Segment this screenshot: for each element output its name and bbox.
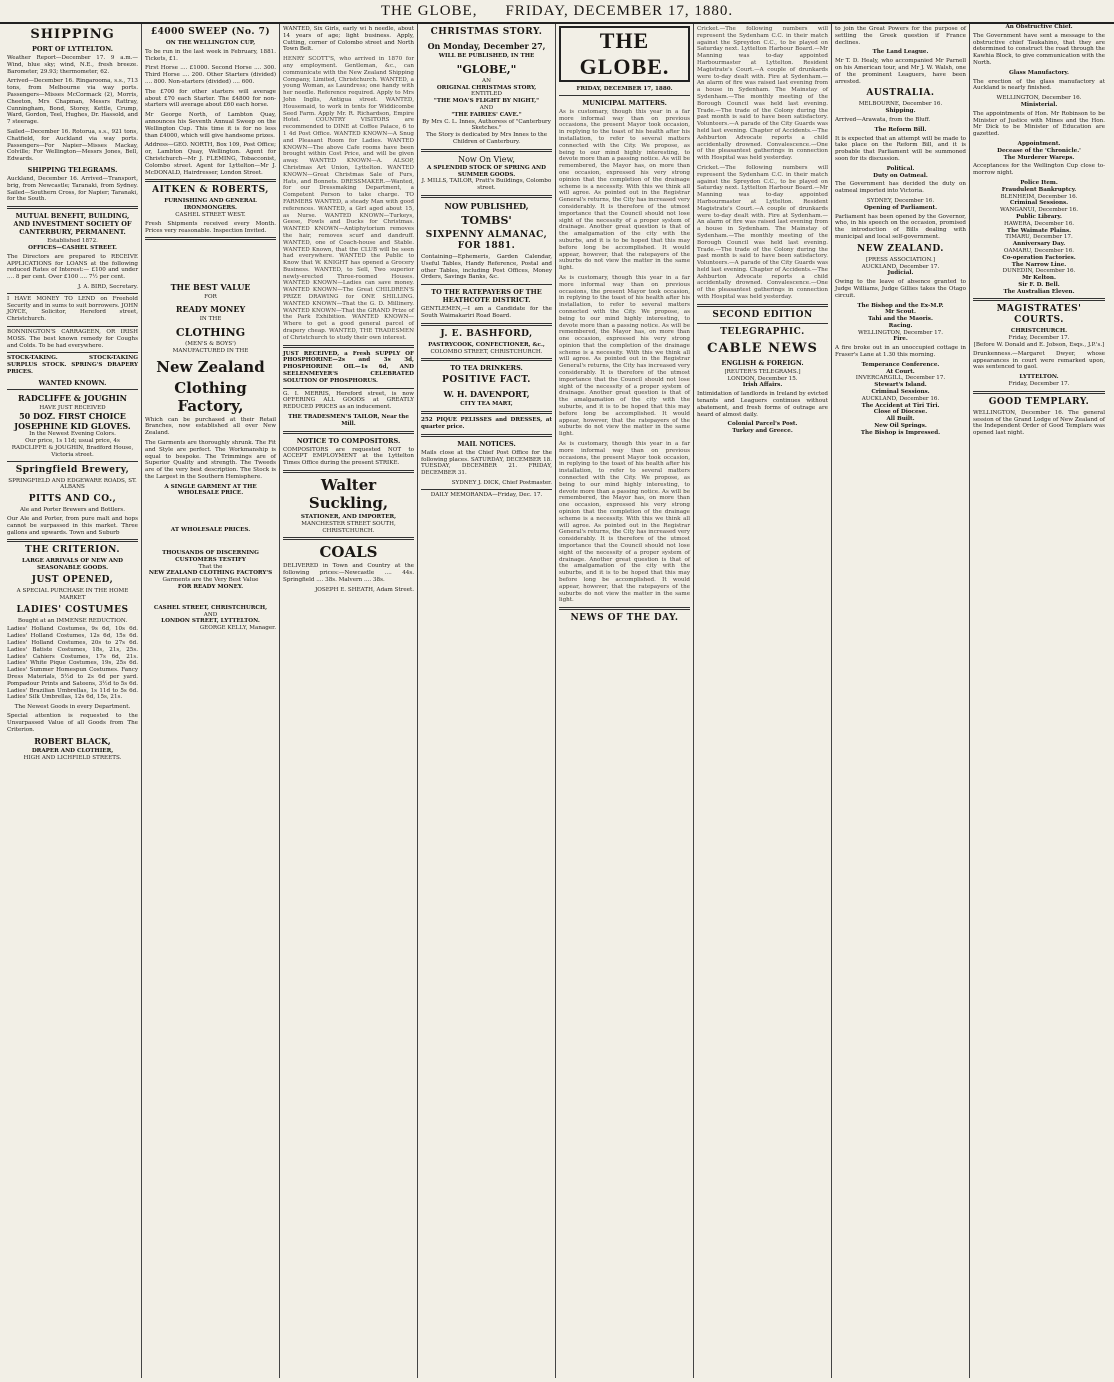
in-the: IN THE (199, 316, 222, 323)
fire-body: A fire broke out in an unoccupied cottage in Fraser's Lane at 1.30 this morning. (835, 345, 966, 359)
wanganui: WANGANUI, December 16. (999, 207, 1079, 214)
stewart: Stewart's Island. (874, 382, 927, 389)
london-street: LONDON STREET, LYTTELTON. (161, 618, 260, 625)
police: Police Item. (1020, 179, 1058, 186)
ratepayers-body: GENTLEMEN,—I am a Candidate for the South Waimakariri Road Board. (421, 306, 552, 319)
purchase-line: A SPECIAL PURCHASE IN THE HOME MARKET (16, 588, 129, 601)
insolvency: Fraudulent Bankruptcy. (1001, 186, 1077, 193)
turkey-heading: Turkey and Greece. (732, 428, 793, 435)
divider (421, 489, 552, 490)
tea-heading: TO TEA DRINKERS. (450, 364, 523, 373)
divider (283, 537, 414, 540)
globe-logo: THE GLOBE. (559, 26, 690, 82)
bashford-trade: PASTRYCOOK, CONFECTIONER, &c., (428, 341, 545, 348)
divider (973, 298, 1105, 301)
factory-body: Which can be purchased at their Retail Branches, now established all over New Zealand. (145, 416, 276, 437)
divider (559, 607, 690, 610)
an: AN (482, 77, 491, 84)
divider (697, 304, 828, 307)
accident: The Accident at Tiri Tiri. (861, 402, 940, 409)
land-league: The Land League. (872, 49, 929, 56)
aitken-trade: FURNISHING AND GENERAL IRONMONGERS. (164, 198, 257, 212)
sweep-heading: £4000 SWEEP (No. 7) (150, 27, 271, 37)
sir-dell: Sir F. D. Bell. (1018, 281, 1060, 288)
obstructive: An Obstructive Chief. (1005, 24, 1073, 30)
masthead-paper: THE GLOBE, (380, 2, 478, 19)
divider (7, 461, 138, 462)
fire: Fire. (893, 336, 908, 343)
column-6 (694, 24, 832, 1378)
lyttelton-date: Friday, December 17. (1008, 381, 1070, 388)
pitts-body: Our Ale and Porter, from pure malt and hops cannot be surpassed in this market. Three gallons and upwards. Town and Suburb (7, 516, 138, 536)
divider (7, 326, 138, 327)
new-zealand: New Zealand (156, 357, 265, 376)
weather-report: Weather Report—December 17. 9 a.m.—Wind, blue sky; wind, N.E., fresh breeze. Barometer, 29.93; thermometer, 62. (7, 55, 138, 75)
columns (4, 24, 1110, 1378)
cooperative: Co-operation Factories. (1002, 254, 1076, 261)
all-built: All Built. (886, 416, 915, 423)
nz-heading: NEW ZEALAND. (857, 243, 944, 254)
criterion-line: LARGE ARRIVALS OF NEW AND SEASONABLE GOODS. (21, 558, 124, 572)
political: Political. (886, 165, 915, 172)
suckling-name: Walter Suckling, (308, 476, 389, 513)
mail-body: Mails close at the Chief Post Office for the following places. SATURDAY, DECEMBER 18. TUESDAY, DECEMBER 21. FRIDAY, DECEMBER 31. (421, 449, 552, 477)
melbourne: MELBOURNE, December 16. (858, 101, 943, 108)
radcliffe-line: HAVE JUST RECEIVED (39, 404, 106, 411)
ratepayers-heading: TO THE RATEPAYERS OF THE HEATHCOTE DISTRICT. (431, 288, 542, 305)
eleven: The Australian Eleven. (1003, 288, 1075, 295)
mutual-heading: MUTUAL BENEFIT, BUILDING, AND INVESTMENT SOCIETY OF CANTERBURY, PERMANENT. (13, 212, 132, 237)
judicial-body: Owing to the leave of absence granted to Judge Williams, Judge Gillies takes the Otago circuit. (835, 279, 966, 299)
murderer: The Murderer Wareps. (1003, 154, 1075, 161)
shipping-body: Arrived—Arawata, from the Bluff. (835, 116, 931, 123)
and: AND (203, 611, 218, 618)
divider (421, 195, 552, 198)
column-5 (556, 24, 694, 1378)
editorial-body: As is customary, though this year in a far more informal way than on previous occasions, the present Mayor took occasion, in replying to the toast of his health after his installation, to refer to several matters connected with the City. We propose, as being to our mind highly interesting, to devote more than a passing notice. As will be remembered, the Mayor has, on more than one occasion, expressed his very strong opinion that the completion of the drainage scheme is a necessity. With this we think all will agree. As pointed out in the Registrar General's returns, the City has increased very considerably. It is therefore of the utmost importance that the Council should not lose sight of the necessity of a proper system of drainage. Another great question is that of the amalgamation of the city with the suburbs, and it is to be hoped that this may before long be accomplished. It would appear, however, that the ratepayers of the suburbs do not view the matter in the same light. (559, 108, 690, 272)
almanac: SIXPENNY ALMANAC, FOR 1881. (425, 229, 548, 251)
arrivals: Arrived—December 16. Ringarooma, s.s., 713 tons, from Melbourne via way ports. Passengers—Misses McCormack (2), Morris, Cheeton, Mrs Chapman, Messrs Rattray, Cunningham, Bond, Storey, Kettle, Crump, Ward, Gordon, Teel, Hughes, Dr. Hassold, and 7 steerage. (7, 78, 138, 126)
appointment: Appointment. (1017, 140, 1061, 147)
memoranda: DAILY MEMORANDA—Friday, Dec. 17. (430, 491, 543, 498)
now-published: NOW PUBLISHED, (444, 200, 529, 211)
story-line: ORIGINAL CHRISTMAS STORY, (436, 84, 537, 91)
hawera: HAWERA, December 16. (1003, 220, 1075, 227)
judicial: Judicial. (887, 270, 914, 277)
glass-body: The erection of the glass manufactory at Auckland is nearly finished. (973, 78, 1105, 92)
bashford-name: J. E. BASHFORD, (440, 328, 533, 339)
wellington: WELLINGTON, December 16. (996, 95, 1082, 102)
masthead-date: FRIDAY, DECEMBER 17, 1880. (505, 2, 734, 19)
telegraphic: TELEGRAPHIC. (720, 326, 805, 337)
divider (145, 237, 276, 240)
clothing-factory: Clothing Factory, (174, 378, 247, 415)
phosphorine-ad: JUST RECEIVED, a Fresh SUPPLY OF PHOSPHORINE—2s and 3s 3d, PHOSPHORINE OIL—1s 6d, AND SEELENMEYER'S CELEBRATED SOLUTION OF PHOSPHORUS. (283, 350, 414, 384)
pique-ad: 252 PIQUE PELISSES and DRESSES, at quarter price. (421, 417, 552, 430)
manager: GEORGE KELLY, Manager. (199, 625, 276, 632)
bishop: The Bishop and the Ex-M.P. (857, 302, 944, 309)
mutual-sign: J. A. BIRD, Secretary. (77, 283, 138, 290)
divider (283, 431, 414, 434)
sweep-agent: Mr George North, of Lambton Quay, announces his Seventh Annual Sweep on the Wellington Cup. This time it is for no less than £4000, which will give handsome prizes. (145, 112, 276, 139)
oamaru: OAMARU, December 16. (1003, 247, 1075, 254)
templary-body: WELLINGTON, December 16. The general session of the Grand Lodge of New Zealand of the Independent Order of Good Templars was opened last night. (973, 409, 1105, 437)
divider (7, 206, 138, 209)
that-the: That the (198, 563, 223, 570)
costumes-heading: LADIES' COSTUMES (16, 604, 129, 615)
masthead (0, 0, 1114, 24)
waimate: The Waimate Plains. (1006, 227, 1072, 234)
lyttelton: LYTTELTON. (1019, 374, 1059, 381)
opening-body: Parliament has been opened by the Governor, who, in his speech on the occasion, promised the introduction of Bills dealing with municipal and local self-government. (835, 213, 966, 240)
stock-ad: STOCK-TAKING. STOCK-TAKING SURPLUS STOCK. SPRING'S DRAPERY PRICES. (7, 355, 138, 375)
robert-trade: DRAPER AND CLOTHIER, (31, 748, 114, 755)
invercargill: INVERCARGILL, December 17. (855, 375, 946, 382)
divider (421, 411, 552, 414)
divider (421, 434, 552, 437)
divider (7, 352, 138, 353)
mail-heading: MAIL NOTICES. (457, 439, 516, 448)
coals-sign: JOSEPH E. SHEATH, Adam Street. (315, 586, 414, 593)
divider (973, 391, 1105, 394)
sailings: Sailed—December 16. Rotorua, s.s., 921 tons, Chatfield, for Auckland via way ports. Passengers—For Napier—Misses Mackay, Colville; For Wellington—Messrs Jones, Bell, Edwards. (7, 128, 138, 163)
temperance: Temperance Conference. (861, 361, 940, 368)
chronicle: Decease of the 'Chronicle.' (997, 147, 1081, 154)
criminal: Criminal Sessions. (871, 389, 930, 396)
column-2 (142, 24, 280, 1378)
duty-body: The Government has decided the duty on oatmeal imported into Victoria. (835, 181, 966, 195)
suckling-address: MANCHESTER STREET SOUTH, CHRISTCHURCH. (301, 520, 396, 534)
divider (283, 388, 414, 389)
port-heading: PORT OF LYTTELTON. (32, 45, 113, 53)
magistrates-heading: MAGISTRATES' COURTS. (996, 304, 1082, 326)
second-edition: SECOND EDITION (712, 309, 813, 320)
land-body: Mr T. D. Healy, who accompanied Mr Parnell on his American tour, and Mr J. W. Walsh, one of the prominent Leaguers, have been arrested. (835, 58, 966, 85)
column-8 (970, 24, 1108, 1378)
criminal: Criminal Sessions. (1009, 200, 1069, 207)
bashford-address: COLOMBO STREET, CHRISTCHURCH. (430, 348, 543, 355)
column-4 (418, 24, 556, 1378)
english-foreign: ENGLISH & FOREIGN. (721, 358, 804, 367)
thousands: THOUSANDS OF DISCERNING CUSTOMERS TESTIFY (162, 550, 259, 563)
divider (283, 470, 414, 473)
mr-kelton: Mr Kelton. (1022, 275, 1056, 282)
auckland2: AUCKLAND, December 16. (861, 395, 940, 402)
cable-news: CABLE NEWS (707, 340, 818, 356)
ministerial: Ministerial. (1020, 101, 1058, 108)
for-ready-money: FOR READY MONEY. (177, 584, 244, 591)
shipping: Shipping. (885, 108, 916, 115)
now-on-view: Now On View, (458, 154, 515, 164)
divider (283, 345, 414, 348)
london-dateline: LONDON, December 15. (727, 375, 798, 382)
wanted-intro: WANTED, Six Girls, early wi h needle, about 14 years of age; light business. Apply, Cutting, corner of Colombo street and North Town Belt. (283, 26, 414, 53)
tailor: J. MILLS, TAILOR, Pratt's Buildings, Colombo street. (421, 178, 552, 192)
and: AND (479, 104, 494, 111)
story-title: "THE MOA'S FLIGHT BY NIGHT," (433, 98, 540, 105)
wholesale-prices: AT WHOLESALE PRICES. (170, 527, 251, 534)
municipal-heading: MUNICIPAL MATTERS. (582, 98, 667, 107)
radcliffe-offer: 50 DOZ. FIRST CHOICE JOSEPHINE KID GLOVES. (14, 411, 131, 432)
news-heading: NEWS OF THE DAY. (570, 613, 679, 624)
duty: Duty on Oatmeal. (873, 172, 928, 179)
obstructive-body: The Government have sent a message to the obstructive chief Taukahino, that they are determined to construct the road through the Kawhia Block, to give communication with the North. (973, 32, 1105, 66)
almanac-body: Containing—Ephemeris, Garden Calendar, Useful Tables, Handy Reference, Postal and other Tables, including Post Offices, Money Orders, Savings Banks, &c. (421, 253, 552, 281)
factory-points: The Garments are thoroughly shrunk. The Fit and Style are perfect. The Workmanship is equal to bespoke. The Trimmings are of Superior Quality and strength. The Tweeds are of the very best description. The Stock is the Largest in the Southern Hemisphere. (145, 439, 276, 480)
bishop-imp: The Bishop is Impressed. (860, 429, 941, 436)
bench: [Before W. Donald and E. Jobson, Esqs., J.P.'s.] (973, 342, 1105, 349)
pitts-line: Ale and Porter Brewers and Bottlers. (19, 507, 125, 514)
radcliffe-name: RADCLIFFE & JOUGHIN (18, 392, 127, 403)
blenheim: BLENHEIM, December 16. (1000, 193, 1078, 200)
sweep-address: Address—GEO. NORTH, Box 109, Post Office; or, Lambton Quay, Wellington. Agent for Christchurch—Mr J. FLEMING, Tobacconist, Colombo street. Agent for Lyttelton—Mr J. McDONALD, Hairdresser, London Street. (145, 142, 276, 176)
australia-heading: AUSTRALIA. (866, 88, 935, 99)
divider (421, 358, 552, 361)
mens-boys: (MEN'S & BOYS') (185, 340, 236, 347)
pitts-name: PITTS AND CO., (28, 494, 117, 505)
mutual-office: OFFICES—CASHEL STREET. (28, 244, 117, 251)
compositors-notice: COMPOSITORS are requested NOT to ACCEPT EMPLOYMENT at the Lyttelton Times Office during the present STRIKE. (283, 446, 414, 467)
racing: Racing. (888, 322, 913, 329)
entitled: ENTITLED (471, 91, 502, 98)
dedication: The Story is dedicated by Mrs Innes to the Children of Canterbury. (425, 132, 548, 145)
radcliffe-shades: In the Newest Evening Colors. (29, 431, 116, 438)
close: Close of Diocese. (873, 409, 928, 416)
xmas-heading: CHRISTMAS STORY. (430, 27, 543, 37)
sports-stock: A SPLENDID STOCK OF SPRING AND SUMMER GOODS. (427, 164, 546, 178)
court: At Court. (886, 368, 915, 375)
colonial-heading: Colonial Parcel's Post. (727, 421, 798, 428)
chemist-ad: G. I. MERRIS, Hereford street, is now OFFERING ALL GOODS at GREATLY REDUCED PRICES as an inducement. (283, 390, 414, 411)
classifieds: HENRY SCOTT'S, who arrived in 1870 for any employment. Gentleman, &c., can communicate with the New Zealand Shipping Company, Limited, Christchurch. WANTED, a young Woman, as Laundress; one handy with her needle. Reference required. Apply to Mrs John Inglis, Antigua street. WANTED, Housemaid, to work in tents for Widdicombe Seed Farm. Apply Mr. R. Richardson, Empire Hotel. COUNTRY VISITORS are recommended to DINE at Coffee Palace, 6 to 1 4d Post Office. WANTED KNOWN—A Snug and Pleasant Room for Ladies. WANTED KNOWN—The above Cafe rooms have been brought within Cost Price, and will be given away. WANTED KNOWN—A. ALSOP, Christmas Art Union, Lyttelton. WANTED KNOWN—Great Christmas Sale of Furs, Hats, and Bonnets. DRESSMAKER.—Wanted, for our Dressmaking Department, a Competent Person to take charge. TO FARMERS WANTED, a steady Man with good references. WANTED, a Girl aged about 15, as Nurse. WANTED KNOWN—Turkeys, Geese, Fowls and Ducks for Christmas. WANTED KNOWN—Antiphytorium removes the hair, removes scurf and dandruff. WANTED, one of Coach-house and Stable. WANTED Known, that the CLUB will be seen had everywhere. WANTED the Public to Know that W. KNIGHT has opened a Grocery Business. WANTED, to Sell, Two superior newly-erected Three-roomed Houses. WANTED KNOWN—Ladies can save money. WANTED KNOWN—The Great CHILDREN'S PRIZE DRAWING for ONE SHILLING. WANTED KNOWN—That the G. D. Millinery. WANTED KNOWN—That the GRAND Prize of the Park Exhibition. WANTED KNOWN—Where to get a good general parcel of drapery cheap. WANTED, THE TRADESMEN of Christchurch to study their own interest. (283, 56, 414, 341)
col7-intro: to join the Great Powers for the purpose of settling the Greek question if France declines. (835, 26, 966, 46)
local-news: Cricket.—The following numbers will represent the Sydenham C.C. in their match against the Spreydon C.C., to be played on Saturday next. Lyttelton Harbour Board.—Mr Manning was to-day appointed Harbourmaster at Lyttelton. Resident Magistrate's Court.—A couple of drunkards were to-day dealt with. Fire at Sydenham.—An alarm of fire was raised last evening from a house in Sydenham. The Mainstay of Sydenham.—The monthly meeting of the Borough Council was held last evening. Trade.—The trade of the Colony during the past month is said to have been satisfactory. Volunteers.—A parade of the City Guards was held last evening. Chapter of Accidents.—The Ashburton Advocate reports a child accidentally drowned. Convalescence.—One of the pleasantest gatherings in connection with Hospital was held yesterday. (697, 26, 828, 162)
ready-money: READY MONEY (175, 304, 246, 315)
divider (421, 149, 552, 152)
column-1 (4, 24, 142, 1378)
column-3 (280, 24, 418, 1378)
editorial-body-repeat-2: As is customary, though this year in a far more informal way than on previous occasions, the present Mayor took occasion, in replying to the toast of his health after his installation, to refer to several matters connected with the City. We propose, as being to our mind highly interesting, to devote more than a passing notice. As will be remembered, the Mayor has, on more than one occasion, expressed his very strong opinion that the completion of the drainage scheme is a necessity. With this we think all will agree. As pointed out in the Registrar General's returns, the City has increased very considerably. It is therefore of the utmost importance that the Council should not lose sight of the necessity of a proper system of drainage. Another great question is that of the amalgamation of the city with the suburbs, and it is to be hoped that this may before long be accomplished. It would appear, however, that the ratepayers of the suburbs do not view the matter in the same light. (559, 441, 690, 604)
single-garment: A SINGLE GARMENT AT THE WHOLESALE PRICE. (164, 483, 257, 497)
irish-body: Intimidation of landlords in Ireland by evicted tenants and Leaguers continues without abatement, and fresh forms of outrage are heard of almost daily. (697, 391, 828, 418)
sydney: SYDNEY, December 16. (866, 197, 935, 204)
acceptances: Acceptances for the Wellington Cup close to-morrow night. (973, 163, 1105, 177)
scout: Mr Scout. (885, 309, 916, 316)
telegrams: Auckland, December 16. Arrived—Transport, brig, from Newcastle; Taranaki, from Sydney. Sailed—Southern Cross, for Napier; Taranaki, for the South. (7, 175, 138, 203)
tabbing: Tahi and the Maoris. (868, 316, 933, 323)
suckling-trade: STATIONER, AND IMPORTER, (300, 514, 397, 521)
glass: Glass Manufactory. (1009, 69, 1069, 76)
compositors-heading: NOTICE TO COMPOSITORS. (296, 436, 401, 445)
springfield-name: Springfield Brewery, (15, 464, 130, 475)
divider (145, 179, 276, 182)
irish-moss-ad: BONNINGTON'S CARRAGEEN, OR IRISH MOSS. The best known remedy for Coughs and Colds. To be had everywhere. (7, 328, 138, 349)
tombs: TOMBS' (461, 213, 512, 227)
editorial-body-repeat: As is customary, though this year in a far more informal way than on previous occasions, the present Mayor took occasion, in replying to the toast of his health after his installation, to refer to several matters connected with the City. We propose, as being to our mind highly interesting, to devote more than a passing notice. As will be remembered, the Mayor has, on more than one occasion, expressed his very strong opinion that the completion of the drainage scheme is a necessity. With this we think all will agree. As pointed out in the Registrar General's returns, the City has increased very considerably. It is therefore of the utmost importance that the Council should not lose sight of the necessity of a proper system of drainage. Another great question is that of the amalgamation of the city with the suburbs, and it is to be hoped that this may before long be accomplished. It would appear, however, that the ratepayers of the suburbs do not view the matter in the same light. (559, 274, 690, 438)
wanted-known: WANTED KNOWN. (38, 378, 107, 387)
library: Public Library. (1016, 213, 1062, 220)
sweep-prizes: First Horse .... £1000. Second Horse .... 300. Third Horse .... 200. Other Starters (divided) .... 800. Non-starters (divided) .... 600. (145, 65, 276, 85)
radcliffe-price: Our price, 1s 11d; usual price, 4s (25, 438, 120, 445)
drunkenness: Drunkenness.—Margaret Dwyer, whose appearances in court were remarked upon, was sentenced to gaol. (973, 350, 1105, 371)
money-ad: I HAVE MONEY TO LEND on Freehold Security and in sums to suit borrowers. JOHN JOYCE, Solicitor, Hereford street, Christchurch. (7, 295, 138, 323)
anniversary: Anniversary Day. (1012, 241, 1066, 248)
divider (697, 323, 828, 324)
ministerial-body: The appointments of Hon. Mr Robinson to be Minister of Justice with Mines and the Hon. Mr Dick to be Minister of Education are gazetted. (973, 110, 1105, 138)
opening: Opening of Parliament. (863, 204, 938, 211)
aitken-body: Fresh Shipments received every Month. Prices very reasonable. Inspection Invited. (145, 220, 276, 234)
coals-body: DELIVERED in Town and Country at the following prices:—Newcastle .... 44s. Springfield .... 38s. Malvern .... 38s. (283, 563, 414, 583)
criterion-name: THE CRITERION. (25, 545, 120, 556)
wellington: WELLINGTON, December 17. (857, 329, 944, 336)
garments: Garments are the Very Best Value (162, 577, 259, 584)
divider (7, 539, 138, 542)
robert-black: ROBERT BLACK, (34, 736, 111, 747)
globe-title: "GLOBE," (456, 62, 517, 76)
divider (421, 323, 552, 326)
new-oil: New Oil Springs. (874, 423, 927, 430)
sweep-body: To be run in the last week in February, 1881. Tickets, £1. (145, 48, 276, 62)
coals-heading: COALS (319, 543, 378, 562)
dunedin: DUNEDIN, December 16. (1002, 268, 1076, 275)
city-tea-mart: CITY TEA MART, (460, 401, 513, 408)
reform: The Reform Bill. (874, 126, 927, 133)
sweep-note: The £700 for other starters will average about £70 each Starter. The £4800 for non-starters will average about £60 each horse. (145, 88, 276, 109)
column-7 (832, 24, 970, 1378)
templary-heading: GOOD TEMPLARY. (988, 396, 1090, 407)
fairies-title: "THE FAIRIES' CAVE." (451, 111, 522, 118)
radcliffe-address: RADCLIFFE & JOUGHIN, Bradford House, Victoria street. (11, 445, 134, 458)
costume-list: Ladies' Holland Costumes, 9s 6d, 10s 6d. Ladies' Holland Costumes, 12s 6d, 15s 6d. Ladies' Holland Costumes, 20s to 27s 6d. Ladies' Batiste Costumes, 18s, 21s, 25s. Ladies' Cahiers Costumes, 17s 6d, 21s. Ladies' White Pique Costumes, 19s, 25s 6d. Ladies' Summer Homespun Costumes. Fancy Dress Materials, 5½d to 2s 6d per yard. Pompadour Prints and Sateens, 3½d to 5s 6d. Ladies' Brazilian Umbrellas, 1s 11d to 5s 6d. Ladies' Silk Umbrellas, 12s 6d, 15s, 21s. (7, 626, 138, 701)
special-note: Special attention is requested to the Unsurpassed Value of all Goods from The Criterion. (7, 713, 138, 733)
nz-factory: NEW ZEALAND CLOTHING FACTORY'S (148, 570, 273, 577)
mutual-established: Established 1872. (47, 238, 98, 245)
globe-date: FRIDAY, DECEMBER 17, 1880. (576, 86, 673, 92)
mail-sign: SYDNEY J. DICK, Chief Postmaster. (451, 479, 552, 486)
friday: Friday, December 17. (1008, 335, 1070, 342)
divider (7, 389, 138, 390)
divider (7, 293, 138, 294)
cashel-street: CASHEL STREET, CHRISTCHURCH, (153, 604, 268, 611)
reuters: [REUTER'S TELEGRAMS.] (724, 368, 801, 375)
local-news-repeat: Cricket.—The following numbers will represent the Sydenham C.C. in their match against the Spreydon C.C., to be played on Saturday next. Lyttelton Harbour Board.—Mr Manning was to-day appointed Harbourmaster at Lyttelton. Resident Magistrate's Court.—A couple of drunkards were to-day dealt with. Fire at Sydenham.—An alarm of fire was raised last evening from a house in Sydenham. The Mainstay of Sydenham.—The monthly meeting of the Borough Council was held last evening. Trade.—The trade of the Colony during the past month is said to have been satisfactory. Volunteers.—A parade of the City Guards was held last evening. Chapter of Accidents.—The Ashburton Advocate reports a child accidentally drowned. Convalescence.—One of the pleasantest gatherings in connection with Hospital was held yesterday. (697, 164, 828, 301)
best-value: THE BEST VALUE (170, 282, 251, 293)
shipping-heading: SHIPPING (30, 27, 115, 42)
manufactured: MANUFACTURED IN THE (172, 347, 249, 354)
irish-heading: Irish Affairs. (742, 382, 783, 389)
costumes-at: Bought at an IMMENSE REDUCTION. (17, 617, 128, 624)
aitken-name: AITKEN & ROBERTS, (152, 185, 269, 196)
mutual-body: The Directors are prepared to RECEIVE APPLICATIONS for LOANS at the following reduced Rates of Interest:— £100 and under .... 8 per cent. Over £100 .... 7½ per cent. (7, 253, 138, 281)
reform-body: It is expected that an attempt will be made to take place on the Reform Bill, and it is probable that Parliament will be summoned soon for its discussion. (835, 135, 966, 162)
positive-fact: POSITIVE FACT. (442, 375, 531, 386)
divider (559, 95, 690, 96)
just-opened: JUST OPENED, (31, 575, 114, 586)
clothing: CLOTHING (175, 325, 246, 339)
davenport-name: W. H. DAVENPORT, (443, 389, 530, 400)
sweep-sub: ON THE WELLINGTON CUP, (165, 40, 256, 46)
narrow: The Narrow Line. (1011, 261, 1067, 268)
for: FOR (204, 294, 217, 301)
christchurch: CHRISTCHURCH. (1010, 328, 1068, 335)
timaru: TIMARU, December 17. (1005, 234, 1073, 241)
divider (421, 284, 552, 285)
monday-line: On Monday, December 27, (427, 41, 546, 51)
press: [PRESS ASSOCIATION.] (865, 256, 936, 263)
author: By Mrs C. L. Innes, Authoress of "Canterbury Sketches." (422, 118, 551, 132)
springfield-address: SPRINGFIELD AND EDGEWARE ROADS, ST. ALBANS (8, 477, 137, 491)
published: WILL BE PUBLISHED, IN THE (438, 53, 535, 59)
robert-address: HIGH AND LICHFIELD STREETS. (23, 755, 122, 762)
newest-goods: The Newest Goods in every Department. (14, 704, 131, 711)
aitken-address: CASHEL STREET WEST. (175, 211, 246, 218)
auckland: AUCKLAND, December 17. (861, 263, 940, 270)
tradesmen-tailor: THE TRADESMEN'S TAILOR, Near the Mill. (288, 414, 409, 427)
telegrams-heading: SHIPPING TELEGRAMS. (27, 165, 118, 174)
